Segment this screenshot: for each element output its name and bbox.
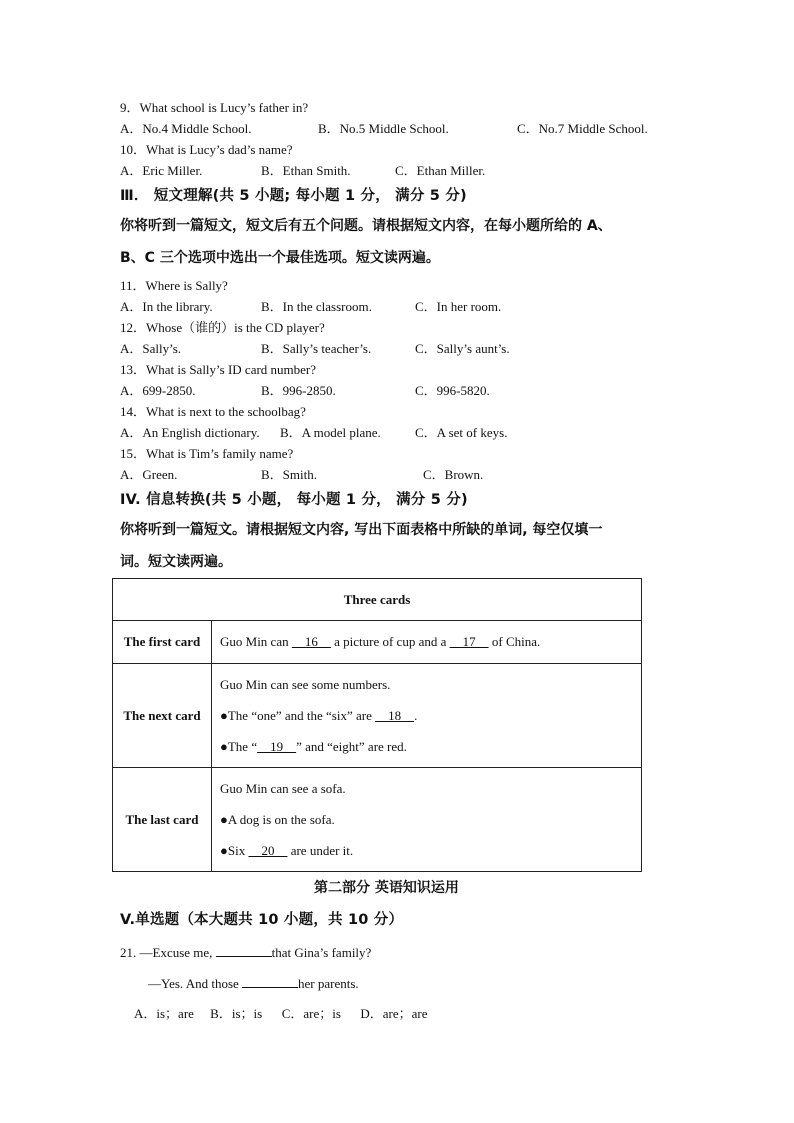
card-line: Guo Min can see some numbers. <box>220 677 391 692</box>
q14-option-b: B．A model plane. <box>280 425 381 440</box>
q15-option-a: A．Green. <box>120 467 178 482</box>
q13-option-a: A．699-2850. <box>120 383 196 398</box>
text-span: ●The “one” and the “six” are <box>220 708 376 723</box>
section-3-instruction-line2: B、C 三个选项中选出一个最佳选项。短文读两遍。 <box>120 250 440 266</box>
text-span: —Yes. And those <box>148 976 243 991</box>
q21-options: A．is；are B．is；is C．are；is D．are；are <box>134 1006 428 1021</box>
q10-option-b: B．Ethan Smith. <box>261 163 351 178</box>
text-span: a picture of cup and a <box>330 634 450 649</box>
section-5-heading: V.单选题（本大题共 10 小题，共 10 分） <box>120 912 404 928</box>
question-21-line2 <box>148 975 359 992</box>
q14-option-a: A．An English dictionary. <box>120 425 260 440</box>
blank-16: 16 <box>291 634 331 649</box>
section-4-instruction-line1: 你将听到一篇短文。请根据短文内容, 写出下面表格中所缺的单词, 每空仅填一 <box>120 522 603 538</box>
q12-option-b: B．Sally’s teacher’s. <box>261 341 372 356</box>
q10-option-c: C．Ethan Miller. <box>395 163 486 178</box>
q9-option-a: A．No.4 Middle School. <box>120 121 252 136</box>
text-span: Guo Min can <box>220 634 292 649</box>
part-2-title: 第二部分 英语知识运用 <box>314 880 459 896</box>
question-15: 15．What is Tim’s family name? <box>120 446 294 461</box>
blank-19: 19 <box>257 739 297 754</box>
q12-option-c: C．Sally’s aunt’s. <box>415 341 510 356</box>
card-line <box>220 835 633 866</box>
section-4-heading: IV. 信息转换(共 5 小题， 每小题 1 分， 满分 5 分) <box>120 492 468 508</box>
first-card-content <box>212 621 642 664</box>
q13-option-c: C．996-5820. <box>415 383 490 398</box>
table-title: Three cards <box>113 579 642 621</box>
text-span: of China. <box>488 634 541 649</box>
question-14: 14．What is next to the schoolbag? <box>120 404 306 419</box>
answer-blank <box>216 944 272 957</box>
row-label-first-card: The first card <box>113 621 212 664</box>
section-3-heading: Ⅲ． 短文理解(共 5 小题; 每小题 1 分， 满分 5 分) <box>120 188 467 204</box>
q14-option-c: C．A set of keys. <box>415 425 508 440</box>
question-13: 13．What is Sally’s ID card number? <box>120 362 317 377</box>
card-line <box>220 731 633 762</box>
q9-option-c: C．No.7 Middle School. <box>517 121 648 136</box>
row-label-next-card: The next card <box>113 664 212 768</box>
q11-option-a: A．In the library. <box>120 299 213 314</box>
q15-option-b: B．Smith. <box>261 467 317 482</box>
card-line <box>220 700 633 731</box>
question-9: 9．What school is Lucy’s father in? <box>120 100 309 115</box>
table-row <box>113 621 642 664</box>
blank-18: 18 <box>375 708 415 723</box>
question-12: 12．Whose（谁的）is the CD player? <box>120 320 325 335</box>
row-label-last-card: The last card <box>113 768 212 872</box>
text-span: her parents. <box>298 976 359 991</box>
blank-20: 20 <box>248 843 288 858</box>
q11-option-b: B．In the classroom. <box>261 299 372 314</box>
card-line: ●A dog is on the sofa. <box>220 812 335 827</box>
section-4-instruction-line2: 词。短文读两遍。 <box>120 554 232 570</box>
blank-17: 17 <box>449 634 489 649</box>
table-row <box>113 664 642 768</box>
text-span: ●The “ <box>220 739 258 754</box>
question-10: 10．What is Lucy’s dad’s name? <box>120 142 293 157</box>
q9-option-b: B．No.5 Middle School. <box>318 121 449 136</box>
text-span: ” and “eight” are red. <box>296 739 407 754</box>
three-cards-table <box>112 578 642 872</box>
text-span: . <box>414 708 418 723</box>
text-span: 21. —Excuse me, <box>120 945 216 960</box>
q15-option-c: C．Brown. <box>423 467 484 482</box>
last-card-content <box>212 768 642 872</box>
q11-option-c: C．In her room. <box>415 299 502 314</box>
section-3-instruction-line1: 你将听到一篇短文，短文后有五个问题。请根据短文内容，在每小题所给的 A、 <box>120 218 612 234</box>
table-row <box>113 768 642 872</box>
text-span: are under it. <box>287 843 354 858</box>
q10-option-a: A．Eric Miller. <box>120 163 203 178</box>
text-span: that Gina’s family? <box>271 945 372 960</box>
answer-blank <box>242 975 298 988</box>
text-span: ●Six <box>220 843 249 858</box>
q13-option-b: B．996-2850. <box>261 383 336 398</box>
question-11: 11．Where is Sally? <box>120 278 228 293</box>
question-21-line1 <box>120 944 371 961</box>
next-card-content <box>212 664 642 768</box>
q12-option-a: A．Sally’s. <box>120 341 182 356</box>
card-line: Guo Min can see a sofa. <box>220 781 346 796</box>
